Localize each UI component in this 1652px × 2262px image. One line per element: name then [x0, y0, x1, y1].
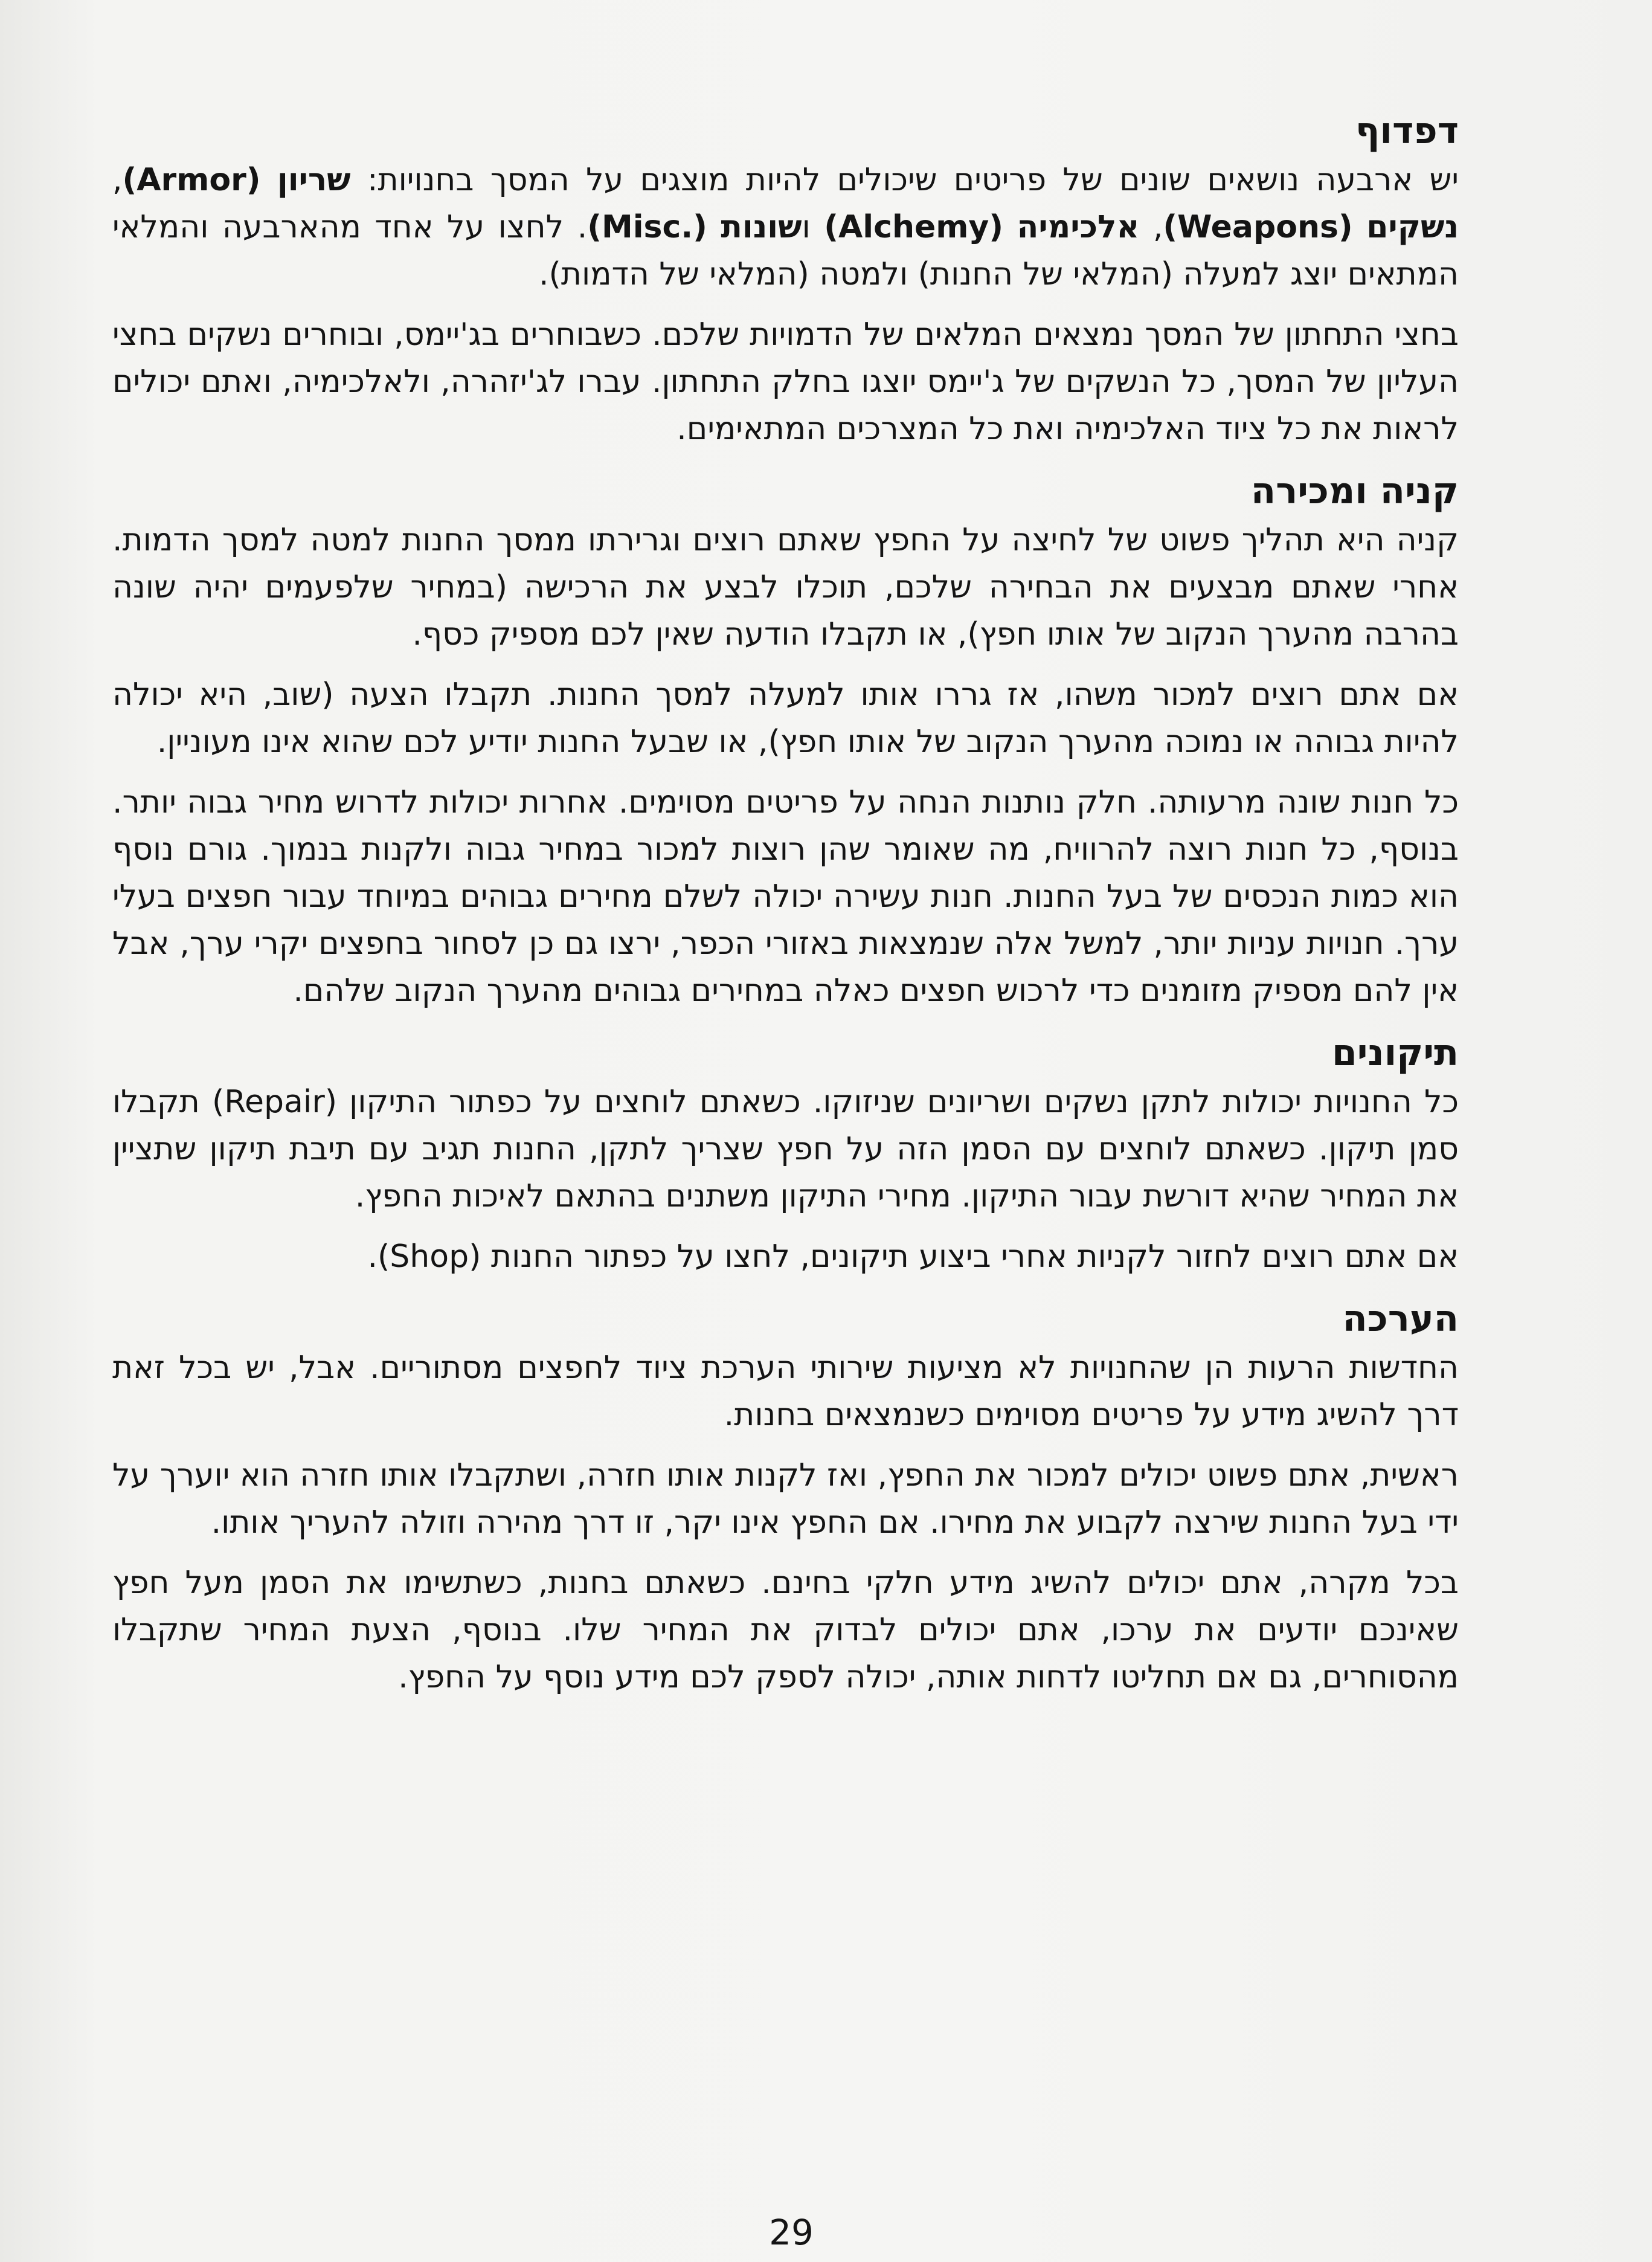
category-armor-en: (Armor) [122, 162, 261, 198]
buy-sell-paragraph-2: אם אתם רוצים למכור משהו, אז גררו אותו למעלה למסך החנות. תקבלו הצעה (שוב, היא יכולה להיות גבוהה או נמוכה מהערך הנקוב של אותו חפץ), או שבעל החנות יודיע לכם שהוא אינו מעוניין. [112, 677, 1459, 760]
separator-2: , [1139, 209, 1163, 245]
separator-3: ו [802, 209, 824, 245]
repairs-text-part-1: כל החנויות יכולות לתקן נשקים ושריונים שניזוקו. כשאתם לוחצים על כפתור התיקון [337, 1084, 1459, 1120]
page-number: 29 [769, 2212, 814, 2253]
appraisal-paragraph-3: בכל מקרה, אתם יכולים להשיג מידע חלקי בחינם. כשאתם בחנות, כשתשימו את הסמן מעל חפץ שאינכם יודעים את ערכו, אתם יכולים לבדוק את המחיר שלו. בנוסף, הצעת המחיר שתקבלו מהסוחרים, גם אם תחליטו לדחות אותה, יכולה לספק לכם מידע נוסף על החפץ. [112, 1565, 1459, 1695]
appraisal-paragraph-2: ראשית, אתם פשוט יכולים למכור את החפץ, ואז לקנות אותו חזרה, ושתקבלו אותו חזרה הוא יוערך על ידי בעל החנות שירצה לקבוע את מחירו. אם החפץ אינו יקר, זו דרך מהירה וזולה להעריך אותו. [112, 1457, 1459, 1541]
section-heading-browse: דפדוף [1355, 110, 1459, 152]
buy-sell-paragraph-1: קניה היא תהליך פשוט של לחיצה על החפץ שאתם רוצים וגרירתו ממסך החנות למטה למסך הדמות. אחרי שאתם מבצעים את הבחירה שלכם, תוכלו לבצע את הרכישה (במחיר שלפעמים יהיה שונה בהרבה מהערך הנקוב של אותו חפץ), או תקבלו הודעה שאין לכם מספיק כסף. [112, 522, 1459, 652]
browse-paragraph-2: בחצי התחתון של המסך נמצאים המלאים של הדמויות שלכם. כשבוחרים בג'יימס, ובוחרים נשקים בחצי העליון של המסך, כל הנשקים של ג'יימס יוצגו בחלק התחתון. עברו לג'יזהרה, ולאלכימיה, ואתם יכולים לראות את כל ציוד האלכימיה ואת כל המצרכים המתאימים. [112, 317, 1459, 447]
section-repairs [112, 1028, 1459, 1280]
category-alchemy-he: אלכימיה [1017, 209, 1140, 245]
section-browse [112, 106, 1459, 453]
section-heading-buy-sell: קניה ומכירה [1250, 470, 1459, 512]
browse-intro-text: יש ארבעה נושאים שונים של פריטים שיכולים להיות מוצגים על המסך בחנויות: [350, 162, 1459, 198]
category-misc-en: (Misc.) [587, 209, 707, 245]
repairs-paragraph-2 [112, 1233, 1459, 1280]
buy-sell-paragraph-3: כל חנות שונה מרעותה. חלק נותנות הנחה על פריטים מסוימים. אחרות יכולות לדרוש מחיר גבוה יותר. בנוסף, כל חנות רוצה להרוויח, מה שאומר שהן רוצות למכור במחיר גבוה ולקנות בנמוך. גורם נוסף הוא כמות הנכסים של בעל החנות. חנות עשירה יכולה לשלם מחירים גבוהים במיוחד עבור חפצים בעלי ערך. חנויות עניות יותר, למשל אלה שנמצאות באזורי הכפר, ירצו גם כן לסחור בחפצים יקרי ערך, אבל אין להם מספיק מזומנים כדי לרכוש חפצים כאלה במחירים גבוהים מהערך הנקוב שלהם. [112, 784, 1459, 1009]
repairs-paragraph-1 [112, 1078, 1459, 1220]
appraisal-paragraph-1: החדשות הרעות הן שהחנויות לא מציעות שירותי הערכת ציוד לחפצים מסתוריים. אבל, יש בכל זאת דרך להשיג מידע על פריטים מסוימים כשנמצאים בחנות. [112, 1350, 1459, 1433]
page-content [112, 106, 1459, 1714]
repairs-p2-part-1: אם אתם רוצים לחזור לקניות אחרי ביצוע תיקונים, לחצו על כפתור החנות [481, 1239, 1459, 1275]
shop-button-label-en: (Shop) [378, 1239, 481, 1275]
repairs-p2-part-2: . [367, 1239, 378, 1275]
separator-1: , [112, 162, 123, 198]
section-appraisal [112, 1294, 1459, 1701]
category-weapons-en: (Weapons) [1163, 209, 1353, 245]
category-weapons-he: נשקים [1366, 209, 1459, 245]
category-armor-he: שריון [277, 162, 351, 198]
repair-button-label-en: (Repair) [211, 1084, 337, 1120]
category-misc-he: שונות [721, 209, 802, 245]
repairs-text-part-2: תקבלו סמן תיקון. כשאתם לוחצים עם הסמן הזה על חפץ שצריך לתקן, החנות תגיב עם תיבת תיקון שתציין את המחיר שהיא דורשת עבור התיקון. מחירי התיקון משתנים בהתאם לאיכות החפץ. [112, 1084, 1459, 1214]
browse-paragraph-1 [112, 156, 1459, 298]
browse-rest-text: . לחצו על אחד מהארבעה והמלאי המתאים יוצג למעלה (המלאי של החנות) ולמטה (המלאי של הדמות). [112, 209, 1459, 292]
category-alchemy-en: (Alchemy) [824, 209, 1004, 245]
section-heading-repairs: תיקונים [1331, 1032, 1459, 1074]
section-buy-sell [112, 466, 1459, 1014]
section-heading-appraisal: הערכה [1342, 1298, 1459, 1340]
